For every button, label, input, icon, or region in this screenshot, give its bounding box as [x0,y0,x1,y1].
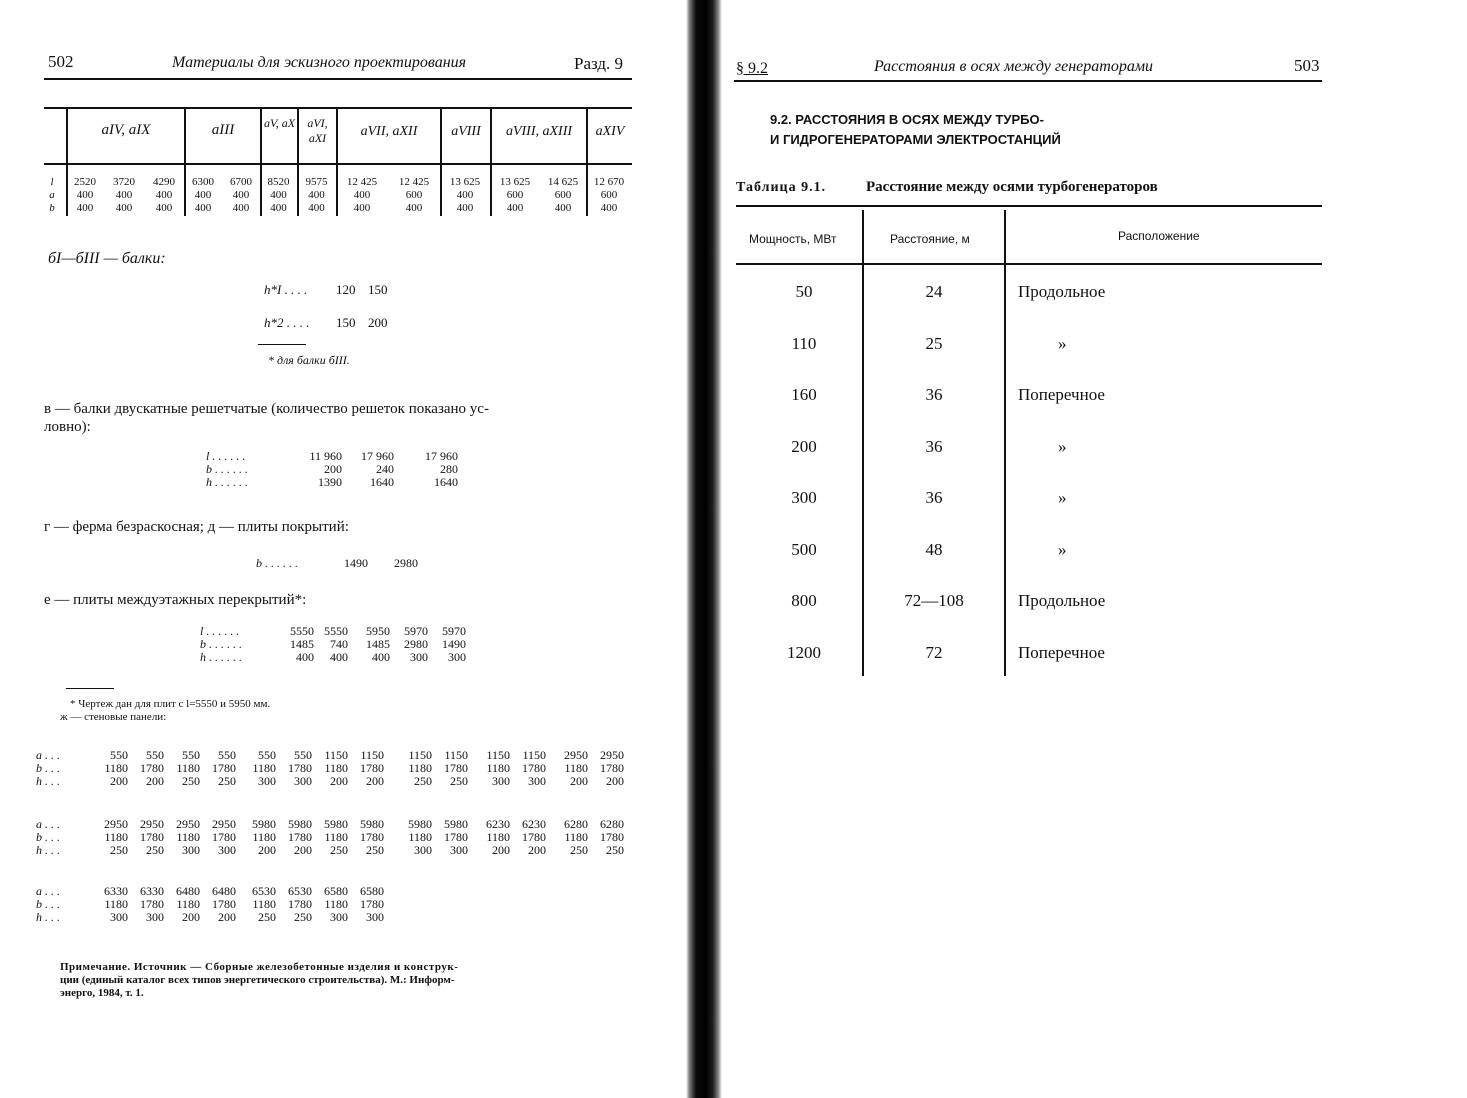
grid-cell: 200 [606,774,624,788]
beams-footnote: * для балки бIII. [268,353,350,367]
grid-cell: 250 [258,910,276,924]
row-label: a [49,189,55,201]
top-table-cell: 6300 [192,176,214,188]
table-cell-layout: Поперечное [1018,642,1105,662]
beams-value: 200 [368,315,388,330]
top-table-column [586,176,632,215]
grid-cell: 1780 [360,761,384,775]
grid-cell: 1180 [104,830,128,844]
panels-heading: ж — стеновые панели: [60,711,167,723]
table-cell-power: 110 [791,333,817,353]
grid-row-label: a . . . [36,748,60,762]
grid-cell: 5980 [324,817,348,831]
grid-cell: 5550 [290,624,314,638]
grid-row-label: a . . . [36,884,60,898]
grid-cell: 6330 [140,884,164,898]
grid-cell: 1150 [522,748,546,762]
top-table-cell: 13 625 [449,176,481,188]
top-table-cell: 400 [232,189,250,201]
grid-cell: 6530 [252,884,276,898]
table-header-distance: Расстояние, м [890,232,970,246]
grid-cell: 6230 [522,817,546,831]
grid-cell: 1150 [408,748,432,762]
right-running-title: Расстояния в осях между генераторами [874,58,1154,75]
table-cell-power: 200 [791,436,817,456]
grid-cell: 300 [492,774,510,788]
table-cell-power: 50 [795,282,813,301]
grid-row-label: b . . . . . . [206,462,248,476]
grid-cell: 2950 [140,817,164,831]
top-table-column [222,176,260,215]
top-table-cell: 4290 [153,176,175,188]
grid-cell: 280 [440,462,458,476]
grid-cell: 6330 [104,884,128,898]
right-section: § 9.2 [736,60,768,77]
table-cell-distance: 72 [925,642,943,662]
grid-cell: 1780 [600,830,624,844]
right-page-number: 503 [1294,56,1320,75]
grid-cell: 6480 [212,884,236,898]
grid-cell: 240 [376,462,394,476]
top-table-header: aVII, aXII [360,124,418,139]
top-table-cell: 600 [554,189,572,201]
grid-cell: 250 [330,843,348,857]
top-table-cell: 400 [506,202,524,214]
beams-footnote-rule [258,344,306,345]
grid-cell: 400 [296,650,314,664]
grid-cell: 1490 [344,556,368,570]
table-header-layout: Расположение [1118,229,1200,243]
grid-cell: 1485 [366,637,390,651]
grid-cell: 1390 [318,475,342,489]
grid-cell: 1180 [104,761,128,775]
top-table-cell: 600 [405,189,423,201]
grid-cell: 6480 [176,884,200,898]
grid-cell: 300 [146,910,164,924]
grid-cell: 1780 [360,897,384,911]
grid-cell: 1180 [486,830,510,844]
grid-cell: 300 [330,910,348,924]
truss-text-1: в — балки двускатные решетчатые (количество решеток показано ус- [44,401,489,417]
grid-cell: 250 [146,843,164,857]
grid-cell: 1180 [324,830,348,844]
top-table-cell: 400 [155,202,173,214]
top-table-column [144,176,184,215]
grid-cell: 200 [294,843,312,857]
grid-cell: 200 [330,774,348,788]
top-table-column [104,176,144,215]
grid-cell: 5980 [408,817,432,831]
grid-cell: 1150 [324,748,348,762]
truss-grid [206,450,476,490]
grid-cell: 200 [570,774,588,788]
grid-cell: 1180 [104,897,128,911]
table-cell-layout: Продольное [1018,591,1106,610]
beams-value: 150 [336,315,356,330]
grid-cell: 1780 [444,830,468,844]
top-table-cell: 400 [194,202,212,214]
grid-cell: 1780 [522,761,546,775]
grid-cell: 1780 [140,830,164,844]
grid-cell: 300 [450,843,468,857]
grid-cell: 5550 [324,624,348,638]
grid-row-label: b . . . [36,830,60,844]
grid-cell: 1180 [252,761,276,775]
top-table-cell: 400 [308,189,325,201]
grid-cell: 550 [110,748,128,762]
grid-cell: 11 960 [309,449,342,463]
top-table-cell: 400 [76,202,94,214]
grid-cell: 250 [570,843,588,857]
grid-cell: 5950 [366,624,390,638]
beams-row-label: h*2 . . . . [264,315,310,330]
grid-cell: 2950 [104,817,128,831]
grid-cell: 1180 [564,830,588,844]
table-cell-power: 800 [791,591,817,610]
grid-cell: 2980 [404,637,428,651]
table-cell-power: 1200 [787,642,821,662]
grid-cell: 5980 [288,817,312,831]
top-table-row-labels [44,176,60,215]
top-table-cell: 14 625 [547,176,579,188]
top-table-cell: 12 425 [398,176,430,188]
top-table-cell: 400 [554,202,572,214]
table-cell-power: 500 [791,539,817,559]
row-label: l [50,176,54,188]
top-table-column [260,176,297,215]
grid-cell: 1490 [442,637,466,651]
grid-cell: 300 [414,843,432,857]
top-table-header: aVIII, aXIII [505,124,573,139]
grid-cell: 300 [294,774,312,788]
grid-row-label: h . . . [36,774,60,788]
book-spine [686,0,722,1098]
grid-cell: 1180 [564,761,588,775]
grid-cell: 250 [450,774,468,788]
grid-cell: 200 [528,843,546,857]
top-table-cell: 9575 [305,176,328,188]
grid-cell: 200 [146,774,164,788]
grid-cell: 5970 [442,624,466,638]
grid-cell: 300 [110,910,128,924]
grid-cell: 1780 [212,761,236,775]
top-table-cell: 2520 [74,176,96,188]
grid-cell: 1640 [370,475,394,489]
grid-cell: 2950 [212,817,236,831]
grid-cell: 1780 [288,761,312,775]
grid-cell: 1780 [360,830,384,844]
left-running-title: Материалы для эскизного проектирования [172,54,467,71]
top-table-cell: 13 625 [499,176,531,188]
grid-cell: 5980 [444,817,468,831]
table-cell-distance: 48 [925,539,943,559]
grid-cell: 250 [110,843,128,857]
top-table-cell: 400 [115,189,133,201]
grid-cell: 1780 [140,761,164,775]
grid-row-label: a . . . [36,817,60,831]
panels-grid-2 [36,818,632,858]
table-cell-distance: 36 [925,436,943,456]
table-cell-layout: » [1058,488,1067,507]
panels-grid-3 [36,885,436,925]
top-table-column [440,176,490,215]
grid-cell: 1180 [176,830,200,844]
grid-cell: 1180 [252,830,276,844]
grid-cell: 1780 [600,761,624,775]
top-table-cell: 400 [155,189,173,201]
grid-cell: 5980 [252,817,276,831]
table-vline-1 [862,210,864,676]
grid-cell: 5970 [404,624,428,638]
row-label: b [49,202,55,214]
grid-cell: 6230 [486,817,510,831]
table-caption-prefix: Таблица 9.1. [736,180,827,195]
note-line-3: энерго, 1984, т. 1. [60,987,144,999]
grid-cell: 200 [258,843,276,857]
section-heading-1: 9.2. РАССТОЯНИЯ В ОСЯХ МЕЖДУ ТУРБО- [770,112,1044,127]
grid-row-label: b . . . . . . [256,556,298,570]
grid-cell: 1180 [176,761,200,775]
table-cell-layout: » [1058,539,1067,559]
top-table-cell: 3720 [113,176,135,188]
grid-cell: 200 [218,910,236,924]
grid-cell: 400 [372,650,390,664]
grid-cell: 300 [410,650,428,664]
top-table-cell: 600 [600,189,618,201]
top-table-cell: 12 425 [346,176,378,188]
farm-grid [256,557,456,571]
grid-cell: 300 [218,843,236,857]
grid-cell: 1180 [324,897,348,911]
grid-cell: 2950 [600,748,624,762]
grid-cell: 1180 [408,830,432,844]
table-cell-distance: 36 [925,385,943,404]
grid-cell: 300 [258,774,276,788]
top-table-cell: 400 [353,202,371,214]
table-cell-distance: 25 [925,333,943,353]
top-table-cell: 400 [194,189,212,201]
grid-row-label: b . . . [36,897,60,911]
top-table-column [336,176,388,215]
beams-value: 120 [336,282,356,297]
top-table-header: aVI, aXI [307,116,328,145]
grid-cell: 300 [448,650,466,664]
top-table-cell: 12 670 [593,176,625,188]
top-table-rule-top [44,107,632,109]
grid-cell: 740 [330,637,348,651]
table-cell-layout: » [1058,436,1067,456]
grid-cell: 300 [366,910,384,924]
grid-cell: 300 [182,843,200,857]
table-cell-distance: 72—108 [904,591,964,610]
top-table-cell: 400 [600,202,618,214]
grid-cell: 250 [182,774,200,788]
table-rule-header [736,263,1322,265]
top-table-cell: 400 [115,202,133,214]
grid-cell: 1780 [288,897,312,911]
grid-cell: 2980 [394,556,418,570]
slabs-grid [200,625,480,665]
grid-row-label: h . . . . . . [206,475,248,489]
grid-cell: 250 [414,774,432,788]
left-header-rule [44,78,632,80]
grid-cell: 6580 [324,884,348,898]
table-cell-power: 300 [791,488,817,507]
grid-cell: 5980 [360,817,384,831]
left-section: Разд. 9 [574,54,624,73]
grid-row-label: b . . . . . . [200,637,242,651]
grid-cell: 250 [366,843,384,857]
grid-cell: 1150 [486,748,510,762]
footnote-rule [66,688,114,689]
grid-cell: 550 [258,748,276,762]
grid-cell: 1180 [252,897,276,911]
note-line-1: Примечание. Источник — Сборные железобетонные изделия и конструк- [60,961,459,973]
grid-cell: 1640 [434,475,458,489]
grid-cell: 6280 [600,817,624,831]
top-table-column [184,176,222,215]
top-table-cell: 8520 [267,176,290,188]
top-table-cell: 400 [353,189,371,201]
table-cell-distance: 24 [925,282,943,301]
top-table-column [540,176,586,215]
grid-row-label: b . . . [36,761,60,775]
top-table-cell: 600 [506,189,524,201]
grid-cell: 1150 [444,748,468,762]
beams-row-label: h*I . . . . [264,282,308,297]
top-table-column [388,176,440,215]
grid-cell: 200 [366,774,384,788]
panels-grid-1 [36,749,632,789]
farm-text: г — ферма безраскосная; д — плиты покрытий: [44,519,349,535]
grid-cell: 2950 [176,817,200,831]
top-table-header: aIII [211,122,235,138]
top-table-header: aXIV [595,124,625,139]
grid-cell: 1780 [288,830,312,844]
table-rule-top [736,205,1322,207]
grid-cell: 250 [218,774,236,788]
grid-cell: 200 [492,843,510,857]
top-table-cell: 400 [270,202,287,214]
grid-row-label: l . . . . . . [206,449,246,463]
grid-row-label: h . . . . . . [200,650,242,664]
grid-cell: 1780 [444,761,468,775]
grid-cell: 1780 [212,897,236,911]
grid-cell: 200 [182,910,200,924]
table-cell-distance: 36 [925,488,943,507]
grid-cell: 1180 [486,761,510,775]
right-header-rule [734,80,1322,82]
top-table-cell: 400 [270,189,287,201]
grid-cell: 300 [528,774,546,788]
truss-text-2: ловно): [44,419,91,435]
top-table-rule-mid [44,163,632,165]
grid-cell: 200 [324,462,342,476]
grid-cell: 1150 [360,748,384,762]
grid-cell: 6280 [564,817,588,831]
grid-cell: 200 [110,774,128,788]
table-cell-layout: Поперечное [1018,385,1105,404]
top-table-column [297,176,336,215]
beams-heading: бI—бIII — балки: [48,250,166,267]
top-table-header: aIV, aIX [101,122,151,138]
table-vline-2 [1004,210,1006,676]
top-table-cell: 400 [76,189,94,201]
grid-cell: 1485 [290,637,314,651]
top-table-header: aVIII [451,124,481,139]
grid-row-label: l . . . . . . [200,624,240,638]
grid-row-label: h . . . [36,843,60,857]
section-heading-2: И ГИДРОГЕНЕРАТОРАМИ ЭЛЕКТРОСТАНЦИЙ [770,132,1061,147]
grid-cell: 1180 [176,897,200,911]
grid-cell: 1780 [140,897,164,911]
top-table-cell: 6700 [230,176,252,188]
grid-cell: 2950 [564,748,588,762]
table-header-power: Мощность, МВт [749,232,837,246]
table-caption: Расстояние между осями турбогенераторов [866,179,1158,195]
table-cell-layout: Продольное [1018,282,1106,301]
grid-cell: 17 960 [425,449,458,463]
grid-cell: 550 [218,748,236,762]
grid-cell: 550 [182,748,200,762]
top-table-column [66,176,104,215]
table-cell-layout: » [1058,333,1067,353]
grid-cell: 400 [330,650,348,664]
grid-cell: 1180 [324,761,348,775]
slabs-text: е — плиты междуэтажных перекрытий*: [44,592,307,608]
grid-cell: 1180 [408,761,432,775]
table-cell-power: 160 [791,385,817,404]
top-table-column [490,176,540,215]
grid-cell: 250 [294,910,312,924]
left-page-number: 502 [48,52,74,71]
beams-value: 150 [368,282,388,297]
grid-cell: 6530 [288,884,312,898]
grid-cell: 1780 [212,830,236,844]
top-table-cell: 400 [456,202,474,214]
grid-cell: 1780 [522,830,546,844]
grid-cell: 550 [294,748,312,762]
note-line-2: ции (единый каталог всех типов энергетического строительства). М.: Информ- [60,974,455,986]
grid-row-label: h . . . [36,910,60,924]
top-table-cell: 400 [456,189,474,201]
slabs-footnote: * Чертеж дан для плит с l=5550 и 5950 мм. [70,698,271,710]
top-table-cell: 400 [232,202,250,214]
grid-cell: 17 960 [361,449,394,463]
grid-cell: 550 [146,748,164,762]
top-table-cell: 400 [405,202,423,214]
grid-cell: 250 [606,843,624,857]
top-table-cell: 400 [308,202,325,214]
top-table-header: aV, aX [263,116,296,130]
grid-cell: 6580 [360,884,384,898]
